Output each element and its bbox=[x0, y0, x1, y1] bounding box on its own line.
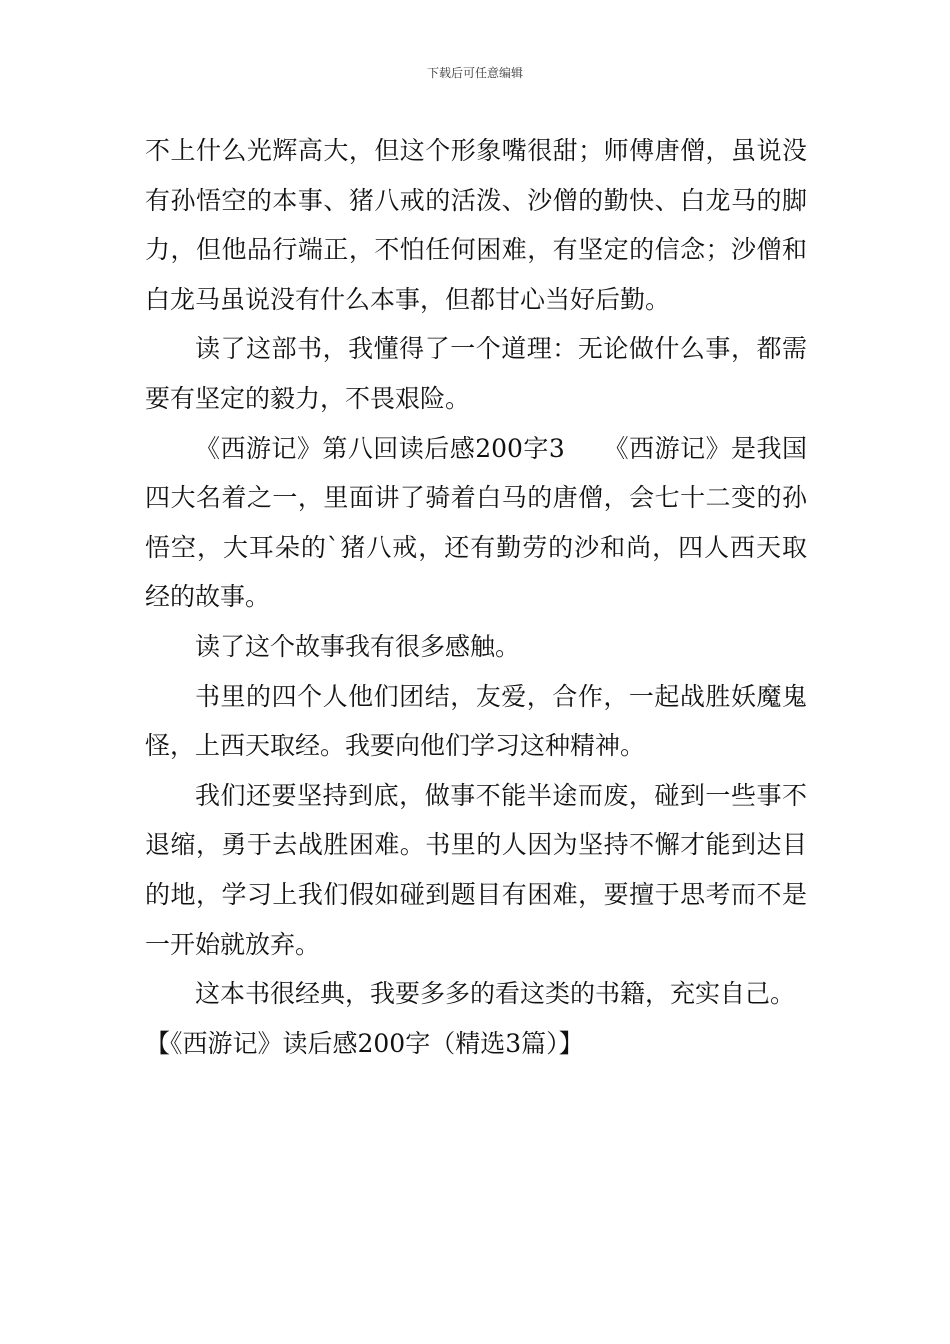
paragraph-2: 读了这部书，我懂得了一个道理：无论做什么事，都需要有坚定的毅力，不畏艰险。 bbox=[145, 334, 807, 413]
document-body bbox=[145, 126, 807, 1068]
paragraph-7: 这本书很经典，我要多多的看这类的书籍，充实自己。 bbox=[195, 979, 796, 1009]
paragraph-3: 《西游记》第八回读后感200字3 《西游记》是我国四大名着之一，里面讲了骑着白马的唐僧，会七十二变的孙悟空，大耳朵的`猪八戒，还有勤劳的沙和尚，四人西天取经的故事。 bbox=[145, 433, 807, 612]
paragraph-4: 读了这个故事我有很多感触。 bbox=[195, 631, 521, 661]
paragraph-5: 书里的四个人他们团结，友爱，合作，一起战胜妖魔鬼怪，上西天取经。我要向他们学习这种精神。 bbox=[145, 681, 807, 761]
paragraph-6: 我们还要坚持到底，做事不能半途而废，碰到一些事不退缩，勇于去战胜困难。书里的人因为坚持不懈才能到达目的地，学习上我们假如碰到题目有困难，要擅于思考而不是一开始就放弃。 bbox=[145, 780, 807, 959]
paragraph-1: 不上什么光辉高大，但这个形象嘴很甜；师傅唐僧，虽说没有孙悟空的本事、猪八戒的活泼、沙僧的勤快、白龙马的脚力，但他品行端正，不怕任何困难，有坚定的信念；沙僧和白龙马虽说没有什么本事，但都甘心当好后勤。 bbox=[145, 136, 807, 314]
page-header-note: 下载后可任意编辑 bbox=[426, 66, 523, 80]
document-title-footer: 【《西游记》读后感200字（精选3篇）】 bbox=[145, 1028, 584, 1058]
